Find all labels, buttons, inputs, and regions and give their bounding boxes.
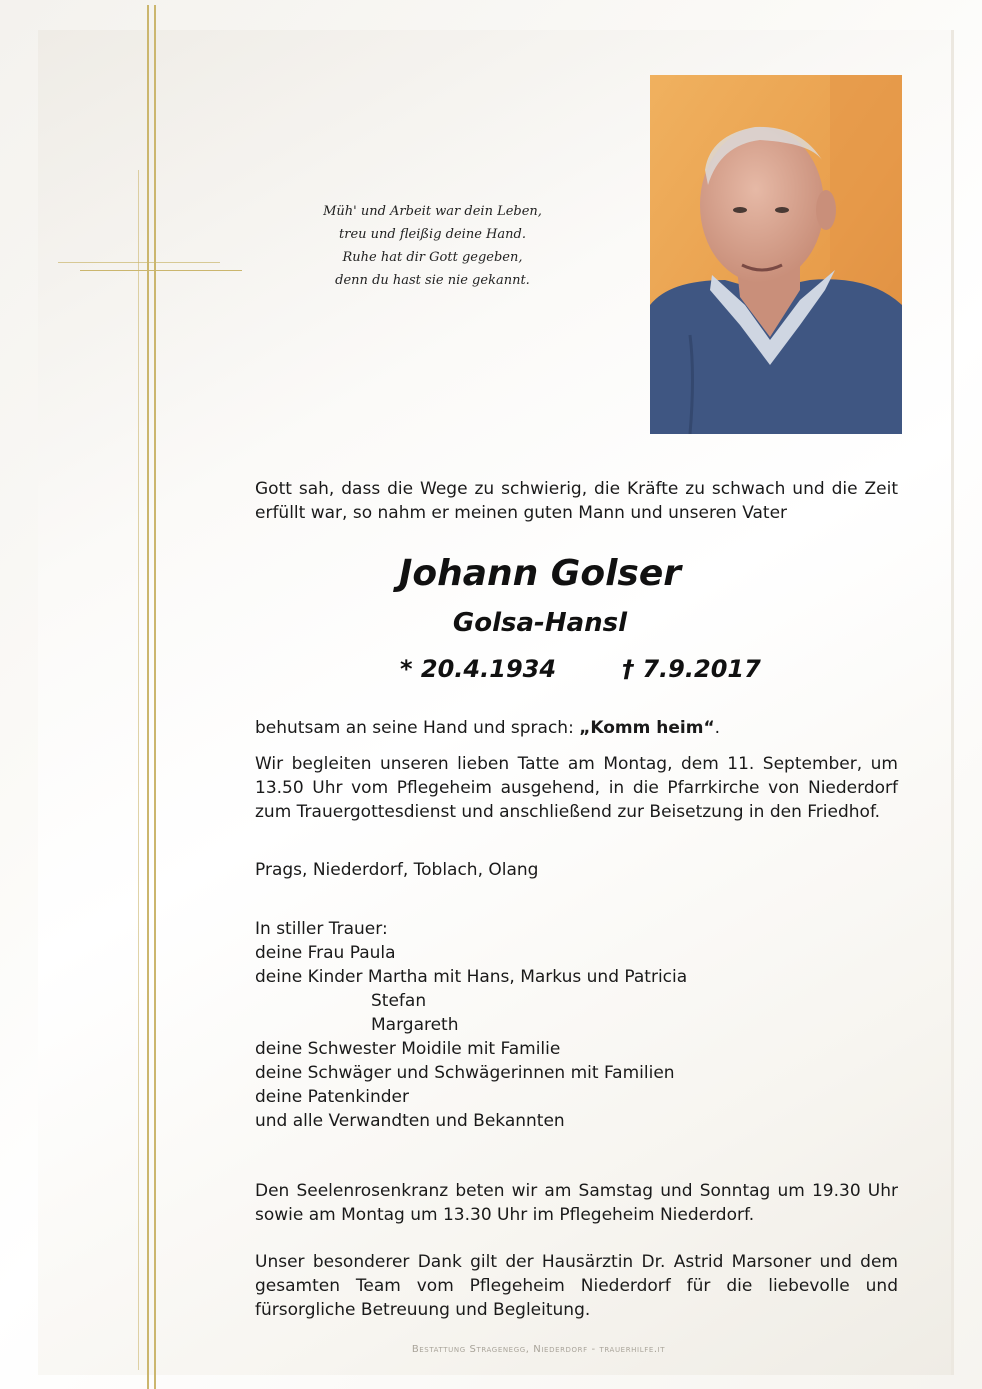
deceased-name: Johann Golser bbox=[398, 553, 682, 594]
intro-line-1: Gott sah, dass die Wege zu schwierig, die Kräfte zu schwach und die Zeit bbox=[255, 479, 898, 499]
mourner-line: deine Schwester Moidile mit Familie bbox=[255, 1039, 561, 1059]
poem-line: Ruhe hat dir Gott gegeben, bbox=[342, 250, 523, 265]
call-quote: „Komm heim“ bbox=[579, 718, 715, 738]
call-line bbox=[255, 716, 898, 740]
poem-line: treu und fleißig deine Hand. bbox=[339, 227, 526, 242]
thanks-line-3: fürsorgliche Betreuung und Begleitung. bbox=[255, 1300, 591, 1320]
poem-line: Müh' und Arbeit war dein Leben, bbox=[323, 204, 542, 219]
mourner-line: deine Frau Paula bbox=[255, 943, 396, 963]
funeral-line-2: 13.50 Uhr vom Pflegeheim ausgehend, in die Pfarrkirche von Niederdorf bbox=[255, 778, 898, 798]
portrait-image bbox=[650, 75, 902, 434]
places: Prags, Niederdorf, Toblach, Olang bbox=[255, 860, 539, 880]
mourner-line: deine Kinder Martha mit Hans, Markus und Patricia bbox=[255, 967, 688, 987]
rosary-line-1: Den Seelenrosenkranz beten wir am Samstag und Sonntag um 19.30 Uhr bbox=[255, 1181, 898, 1201]
poem-line: denn du hast sie nie gekannt. bbox=[335, 273, 530, 288]
footer-credit: Bestattung Stragenegg, Niederdorf - trauerhilfe.it bbox=[411, 1344, 666, 1355]
mourner-line: deine Patenkinder bbox=[255, 1087, 409, 1107]
mourner-line: und alle Verwandten und Bekannten bbox=[255, 1111, 565, 1131]
portrait-photo bbox=[650, 75, 902, 434]
mourners bbox=[255, 917, 898, 1133]
mourner-line: Margareth bbox=[371, 1015, 459, 1035]
thanks-line-1: Unser besonderer Dank gilt der Hausärztin Dr. Astrid Marsoner und dem bbox=[255, 1252, 898, 1272]
mourner-line: deine Schwäger und Schwägerinnen mit Familien bbox=[255, 1063, 675, 1083]
mourner-line: Stefan bbox=[371, 991, 427, 1011]
poem bbox=[300, 200, 565, 292]
mourners-heading: In stiller Trauer: bbox=[255, 919, 388, 939]
deceased-nickname: Golsa-Hansl bbox=[452, 608, 628, 638]
call-suffix: . bbox=[714, 718, 721, 738]
death-date: † 7.9.2017 bbox=[622, 655, 761, 683]
funeral-line-3: zum Trauergottesdienst und anschließend zur Beisetzung in den Friedhof. bbox=[255, 802, 881, 822]
rosary-line-2: sowie am Montag um 13.30 Uhr im Pflegeheim Niederdorf. bbox=[255, 1205, 755, 1225]
intro-line-2: erfüllt war, so nahm er meinen guten Mann und unseren Vater bbox=[255, 503, 788, 523]
thanks-line-2: gesamten Team vom Pflegeheim Niederdorf für die liebevolle und bbox=[255, 1276, 898, 1296]
funeral-line-1: Wir begleiten unseren lieben Tatte am Montag, dem 11. September, um bbox=[255, 754, 898, 774]
birth-date: * 20.4.1934 bbox=[400, 655, 557, 683]
call-prefix: behutsam an seine Hand und sprach: bbox=[255, 718, 580, 738]
